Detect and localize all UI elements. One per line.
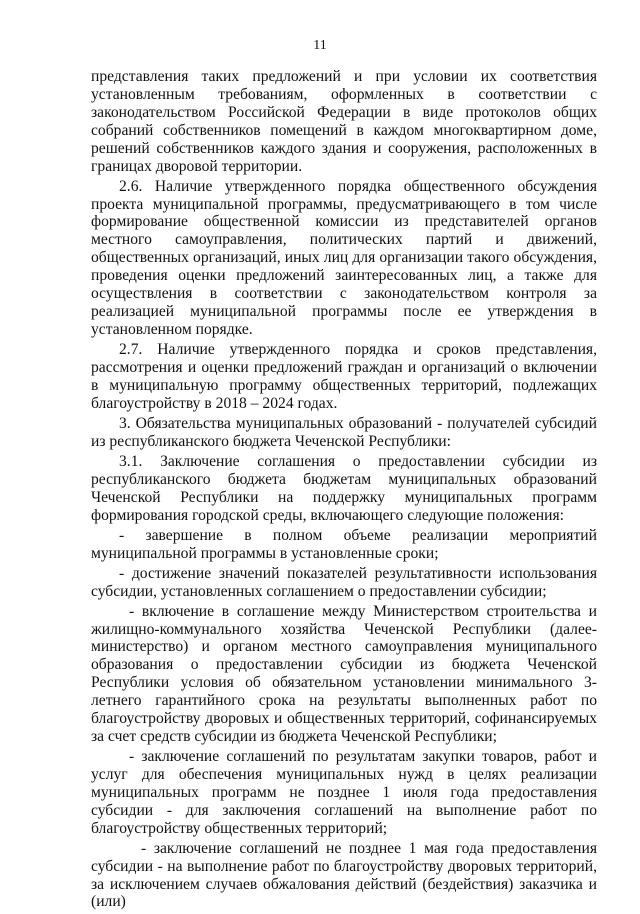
list-item-courtyard-agreements: - заключение соглашений не позднее 1 мая года предоставления субсидии - на выполнение работ по благоустройству дворовых территорий, за исключением случаев обжалования действий (бездействия) заказчика и (или) <box>91 839 597 911</box>
list-item-indicators: - достижение значений показателей результативности использования субсидии, установленных соглашением о предоставлении субсидии; <box>91 564 597 600</box>
list-item-completion: - завершение в полном объеме реализации мероприятий муниципальной программы в установленные сроки; <box>91 526 597 562</box>
paragraph-2-6: 2.6. Наличие утвержденного порядка общественного обсуждения проекта муниципальной программы, предусматривающего в том числе формирование общественной комиссии из представителей органов местного самоуправления, политических партий и движений, общественных организаций, иных лиц для организации такого обсуждения, проведения оценки предложений заинтересованных лиц, а также для осуществления в соответствии с законодательством контроля за реализацией муниципальной программы после ее утверждения в установленном порядке. <box>91 177 597 338</box>
paragraph-2-7: 2.7. Наличие утвержденного порядка и сроков представления, рассмотрения и оценки предложений граждан и организаций о включении в муниципальную программу общественных территорий, подлежащих благоустройству в 2018 – 2024 годах. <box>91 340 597 412</box>
document-body <box>91 68 597 914</box>
list-item-warranty: - включение в соглашение между Министерством строительства и жилищно-коммунального хозяйства Чеченской Республики (далее-министерство) и органом местного самоуправления муниципального образования о предоставлении субсидии из бюджета Чеченской Республики условия об обязательном установлении минимального 3-летнего гарантийного срока на результаты выполненных работ по благоустройству дворовых и общественных территорий, софинансируемых за счет средств субсидии из бюджета Чеченской Республики; <box>91 602 597 745</box>
page-number: 11 <box>313 38 327 53</box>
paragraph-3-1: 3.1. Заключение соглашения о предоставлении субсидии из республиканского бюджета бюджетам муниципальных образований Чеченской Республики на поддержку муниципальных программ формирования городской среды, включающего следующие положения: <box>91 452 597 524</box>
paragraph-continuation: представления таких предложений и при условии их соответствия установленным требованиям, оформленных в соответствии с законодательством Российской Федерации в виде протоколов общих собраний собственников помещений в каждом многоквартирном доме, решений собственников каждого здания и сооружения, расположенных в границах дворовой территории. <box>91 68 597 175</box>
list-item-procurement-agreements: - заключение соглашений по результатам закупки товаров, работ и услуг для обеспечения муниципальных нужд в целях реализации муниципальных программ не позднее 1 июля года предоставления субсидии - для заключения соглашений на выполнение работ по благоустройству общественных территорий; <box>91 748 597 837</box>
paragraph-3: 3. Обязательства муниципальных образований - получателей субсидий из республиканского бюджета Чеченской Республики: <box>91 414 597 450</box>
